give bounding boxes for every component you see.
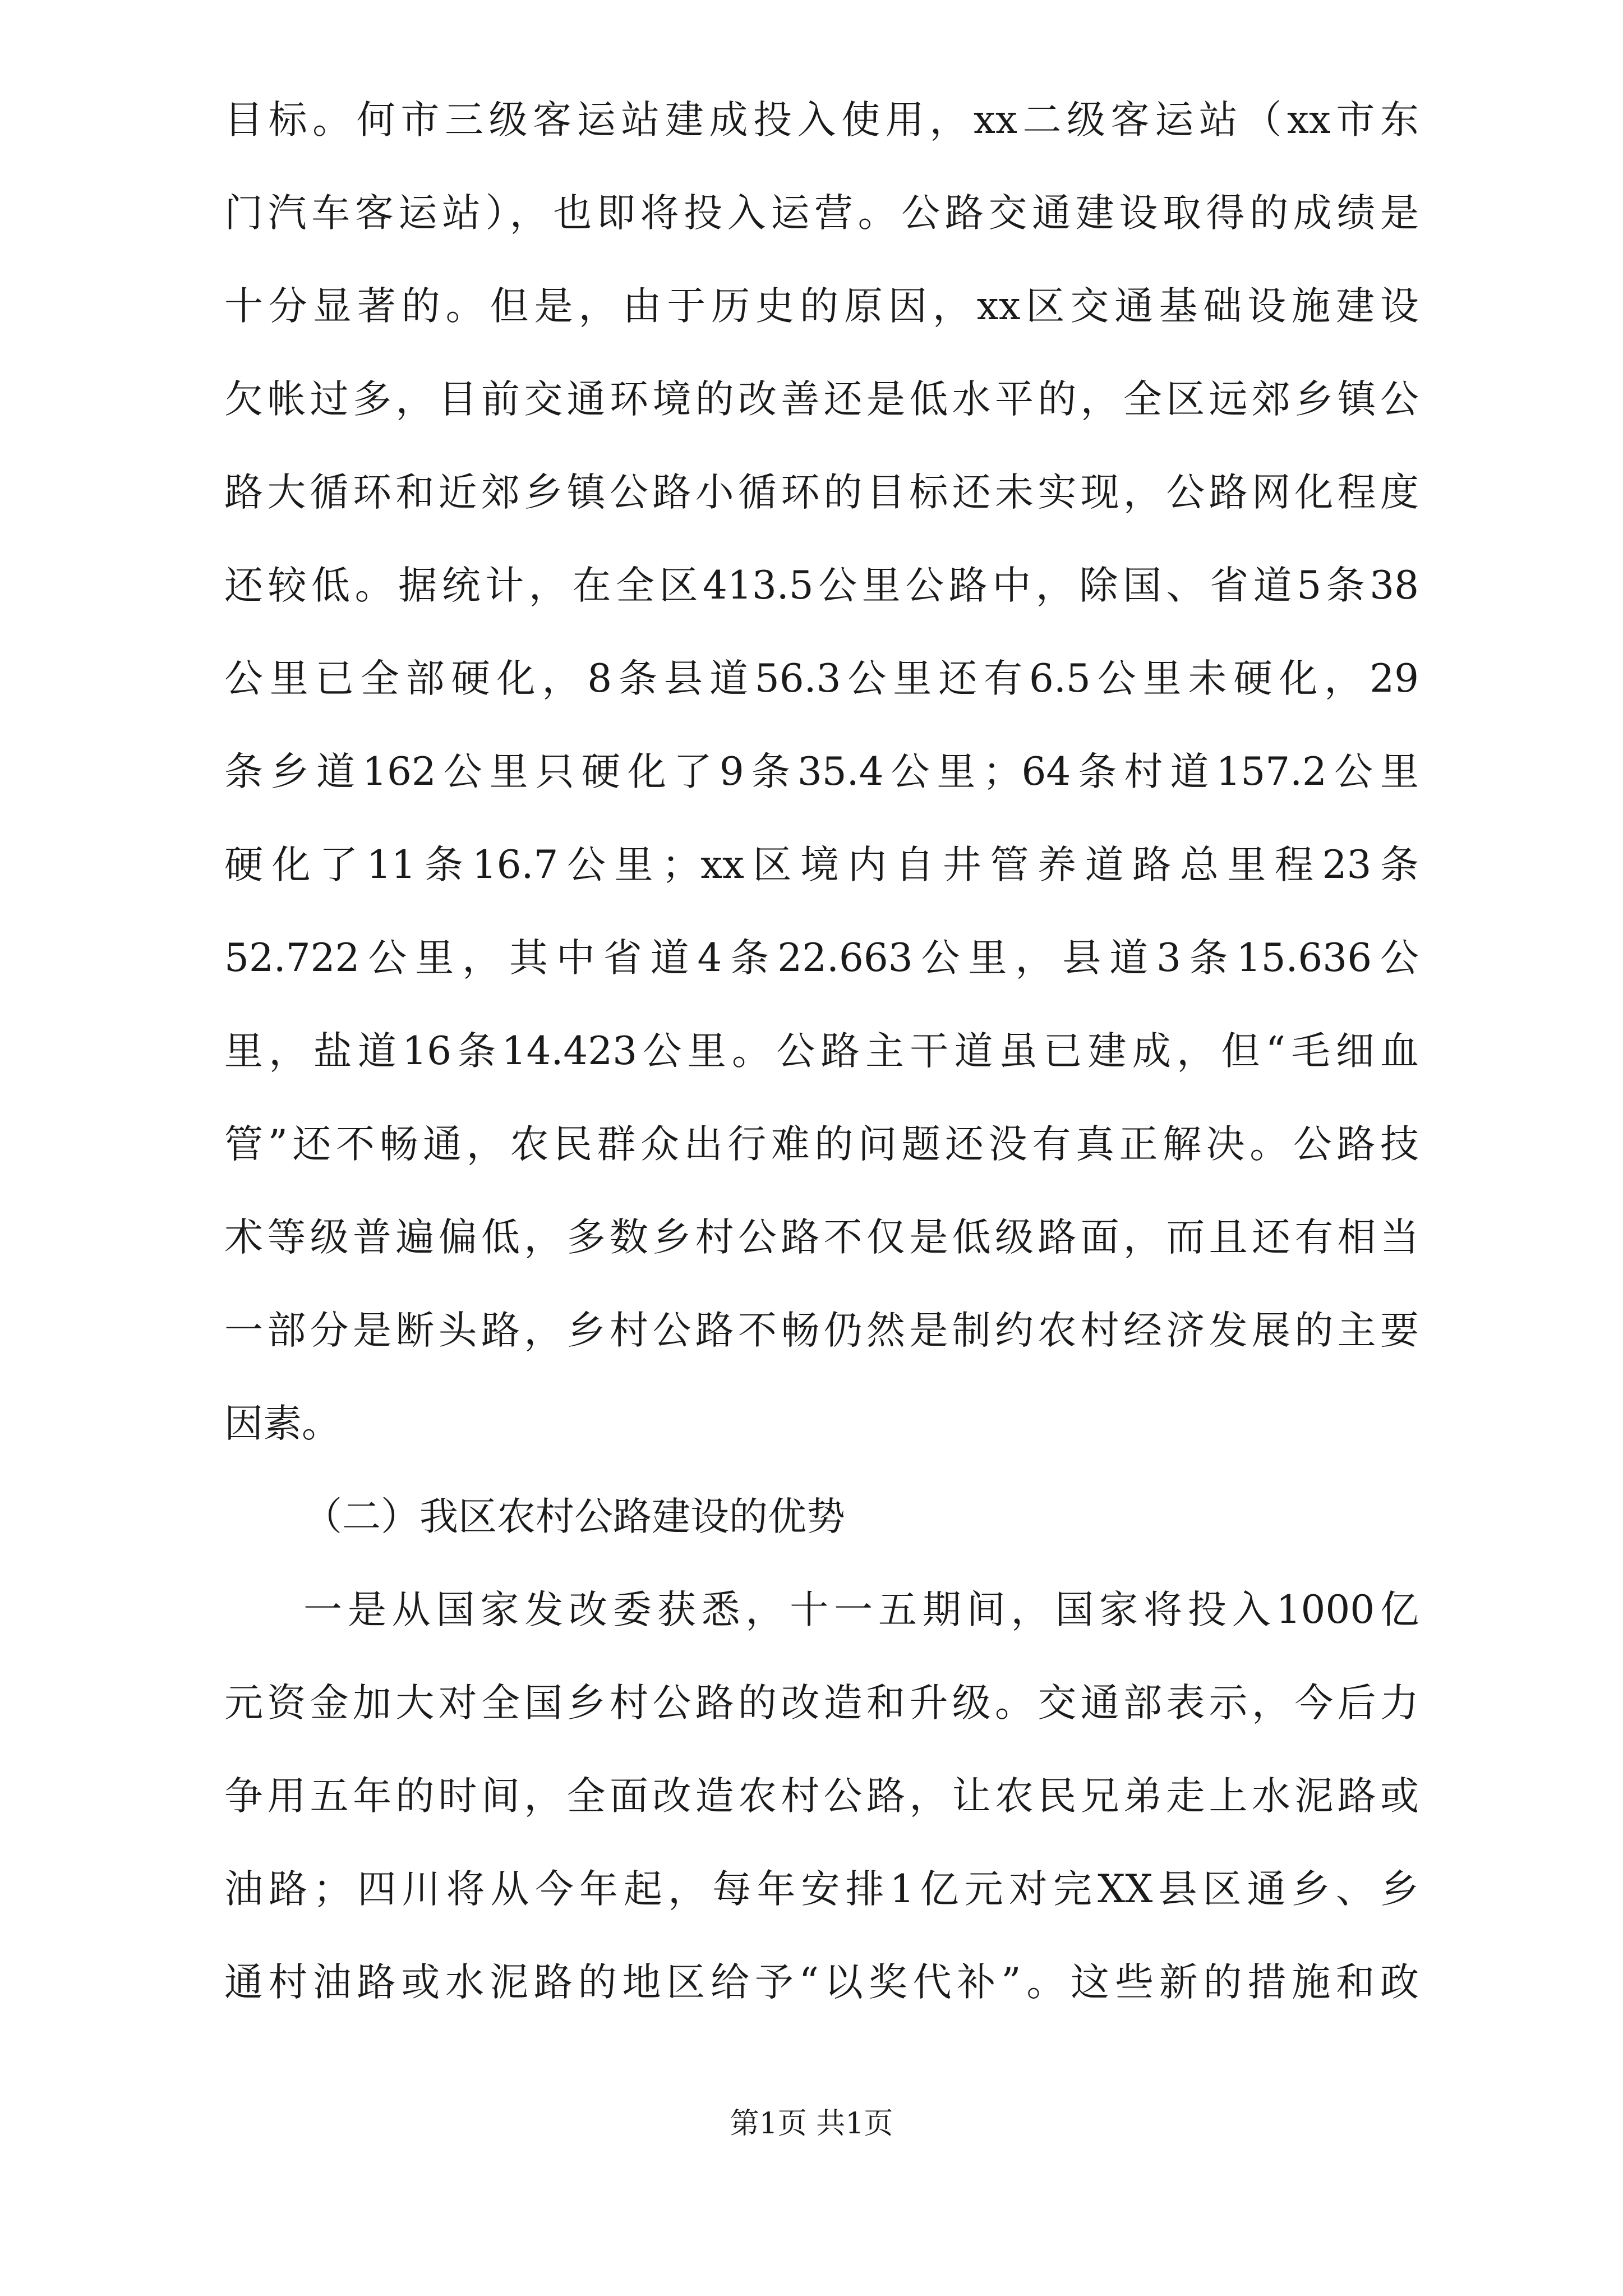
text-line: 硬化了11条16.7公里；xx区境内自井管养道路总里程23条 bbox=[224, 843, 1419, 887]
text-line: 通村油路或水泥路的地区给予“以奖代补”。这些新的措施和政 bbox=[224, 1960, 1419, 2005]
text-line: 公里已全部硬化，8条县道56.3公里还有6.5公里未硬化，29 bbox=[224, 656, 1419, 701]
text-line: 还较低。据统计，在全区413.5公里公路中，除国、省道5条38 bbox=[224, 563, 1419, 608]
text-line: 门汽车客运站），也即将投入运营。公路交通建设取得的成绩是 bbox=[224, 191, 1419, 236]
text-line: 油路；四川将从今年起，每年安排1亿元对完XX县区通乡、乡 bbox=[224, 1867, 1419, 1912]
text-line: 一是从国家发改委获悉，十一五期间，国家将投入1000亿 bbox=[303, 1588, 1419, 1632]
page-number-footer: 第1页 共1页 bbox=[730, 2107, 893, 2141]
text-line: 争用五年的时间，全面改造农村公路，让农民兄弟走上水泥路或 bbox=[224, 1774, 1419, 1819]
section-heading: （二）我区农村公路建设的优势 bbox=[303, 1494, 845, 1539]
text-line: 一部分是断头路，乡村公路不畅仍然是制约农村经济发展的主要 bbox=[224, 1308, 1419, 1353]
text-line: 元资金加大对全国乡村公路的改造和升级。交通部表示，今后力 bbox=[224, 1681, 1419, 1726]
text-line: 目标。何市三级客运站建成投入使用，xx二级客运站（xx市东 bbox=[224, 98, 1419, 142]
text-line: 欠帐过多，目前交通环境的改善还是低水平的，全区远郊乡镇公 bbox=[224, 377, 1419, 422]
text-line: 条乡道162公里只硬化了9条35.4公里；64条村道157.2公里 bbox=[224, 749, 1419, 794]
text-line: 52.722公里，其中省道4条22.663公里，县道3条15.636公 bbox=[224, 936, 1419, 981]
text-line: 里，盐道16条14.423公里。公路主干道虽已建成，但“毛细血 bbox=[224, 1029, 1419, 1074]
text-line: 管”还不畅通，农民群众出行难的问题还没有真正解决。公路技 bbox=[224, 1122, 1419, 1167]
text-line: 因素。 bbox=[224, 1401, 340, 1446]
text-line: 十分显著的。但是，由于历史的原因，xx区交通基础设施建设 bbox=[224, 284, 1419, 329]
text-line: 路大循环和近郊乡镇公路小循环的目标还未实现，公路网化程度 bbox=[224, 470, 1419, 515]
text-line: 术等级普遍偏低，多数乡村公路不仅是低级路面，而且还有相当 bbox=[224, 1215, 1419, 1260]
